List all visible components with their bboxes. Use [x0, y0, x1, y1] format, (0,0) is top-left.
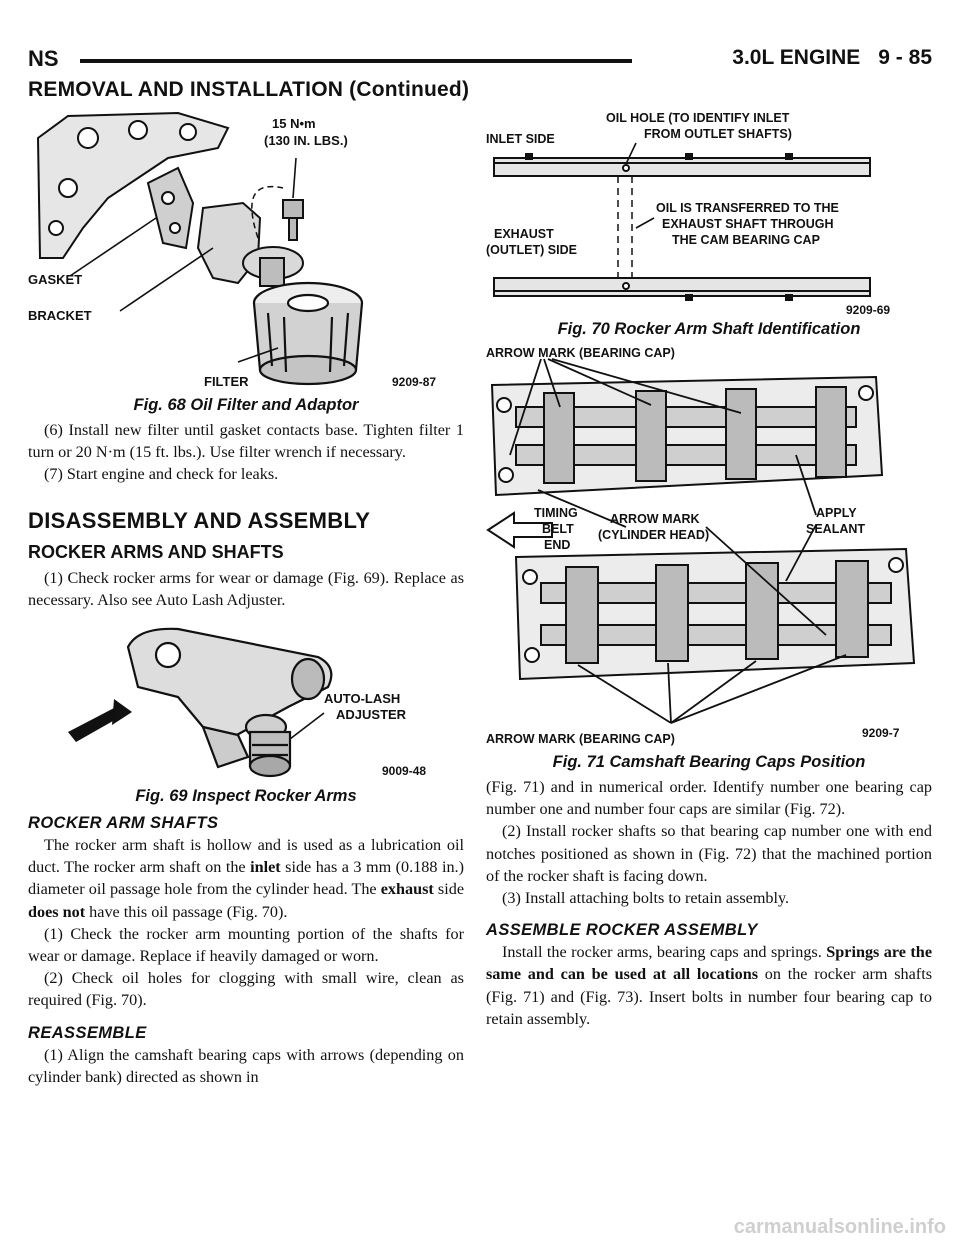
step-7-text: (7) Start engine and check for leaks. [44, 465, 279, 484]
fig71-sealant-label: SEALANT [806, 522, 866, 536]
fig71-end-label: END [544, 538, 571, 552]
figure-68 [28, 108, 464, 415]
figure-69 [28, 617, 464, 806]
shafts-step-2-text: (2) Check oil holes for clogging with small wire, clean as required (Fig. 70). [28, 969, 464, 1010]
reassemble-step-1-text: (1) Align the camshaft bearing caps with arrows (depending on cylinder bank) directed as shown in [28, 1045, 464, 1086]
oil-filter-illustration [28, 108, 464, 394]
section-title: REMOVAL AND INSTALLATION (Continued) [28, 78, 470, 101]
rocker-step-1-text: (1) Check rocker arms for wear or damage (Fig. 69). Replace as necessary. Also see Auto Lash Adjuster. [28, 568, 464, 609]
heading-reassemble: REASSEMBLE [28, 1023, 147, 1042]
shafts-inlet-bold: inlet [250, 858, 281, 877]
page-number: 9 - 85 [878, 46, 932, 69]
fig71-cylinder-head-label: (CYLINDER HEAD) [598, 528, 710, 542]
engine-title: 3.0L ENGINE [732, 46, 861, 69]
page-header [28, 46, 932, 76]
fig69-caption: Fig. 69 Inspect Rocker Arms [135, 787, 357, 806]
fig70-exhaust-label: EXHAUST [494, 227, 554, 241]
heading-assemble-rocker: ASSEMBLE ROCKER ASSEMBLY [486, 921, 758, 940]
fig70-inlet-label: INLET SIDE [486, 132, 555, 146]
right-column [486, 108, 932, 1030]
rocker-shaft-illustration [486, 108, 932, 318]
shafts-exhaust-bold: exhaust [380, 880, 434, 899]
header-right [732, 46, 932, 70]
assemble-paragraph [486, 941, 932, 1030]
fig69-auto-lash-label: AUTO-LASH [324, 691, 401, 707]
fig70-transfer-label-2: EXHAUST SHAFT THROUGH [662, 217, 834, 231]
left-column [28, 108, 464, 1088]
section-code: NS [28, 46, 59, 71]
heading-rocker-arms: ROCKER ARMS AND SHAFTS [28, 541, 284, 562]
fig70-caption: Fig. 70 Rocker Arm Shaft Identification [557, 320, 861, 338]
fig71-belt-label: BELT [542, 522, 574, 536]
fig71-code: 9209-7 [862, 726, 900, 740]
reassemble-continued-text: (Fig. 71) and in numerical order. Identify number one bearing cap number one and number four caps are similar (Fig. 72). [486, 778, 932, 819]
rocker-arm-illustration [28, 617, 464, 785]
fig68-gasket-label: GASKET [28, 272, 83, 287]
figure-70 [486, 108, 932, 339]
header-rule [80, 59, 632, 63]
step-6-text: (6) Install new filter until gasket contacts base. Tighten filter 1 turn or 20 N·m (15 ft. lbs.). Use filter wrench if necessary. [28, 421, 464, 462]
shafts-text-b: side has a 3 mm (0.188 in.) diameter oil passage hole from the cylinder head. The [28, 858, 464, 899]
reassemble-step-2-text: (2) Install rocker shafts so that bearing cap number one with end notches positioned as shown in (Fig. 72) that the machined portion of the rocker shaft is facing down. [486, 822, 932, 885]
fig68-caption: Fig. 68 Oil Filter and Adaptor [133, 396, 359, 414]
watermark: carmanualsonline.info [733, 1216, 946, 1238]
fig69-adjuster-label: ADJUSTER [336, 707, 407, 723]
fig70-exhaust-label-2: (OUTLET) SIDE [486, 243, 577, 257]
fig70-transfer-label: OIL IS TRANSFERRED TO THE [656, 201, 839, 215]
fig68-code: 9209-87 [392, 375, 437, 389]
assemble-text-b: on the rocker arm shafts (Fig. 71) and (Fig. 73). Insert bolts in number four bearing cap to retain assembly. [486, 965, 932, 1028]
fig68-filter-label: FILTER [204, 374, 249, 389]
heading-disassembly: DISASSEMBLY AND ASSEMBLY [28, 507, 371, 533]
shafts-step-1-text: (1) Check the rocker arm mounting portion of the shafts for wear or damage. Replace if heavily damaged or worn. [28, 924, 464, 966]
bearing-caps-illustration [486, 345, 932, 751]
assemble-bold-text: Springs are the same and can be used at all locations [486, 943, 932, 984]
fig68-torque-label-2: (130 IN. LBS.) [264, 133, 348, 148]
fig71-arrow-mark-bottom: ARROW MARK (BEARING CAP) [486, 732, 675, 746]
fig71-caption: Fig. 71 Camshaft Bearing Caps Position [552, 753, 866, 771]
fig70-oil-hole-label: OIL HOLE (TO IDENTIFY INLET [606, 111, 790, 125]
assemble-text-a: Install the rocker arms, bearing caps and springs. [502, 943, 827, 962]
shafts-doesnot-bold: does not [28, 902, 86, 921]
fig70-transfer-label-3: THE CAM BEARING CAP [672, 233, 820, 247]
fig71-arrow-mark-head: ARROW MARK [610, 512, 700, 526]
fig69-code: 9009-48 [382, 764, 427, 779]
fig71-timing-label: TIMING [534, 506, 578, 520]
fig70-oil-hole-label-2: FROM OUTLET SHAFTS) [644, 127, 792, 141]
shafts-text-c: side [433, 880, 465, 899]
reassemble-step-3-text: (3) Install attaching bolts to retain assembly. [502, 889, 790, 908]
heading-rocker-shafts: ROCKER ARM SHAFTS [28, 814, 219, 833]
shafts-text-a: The rocker arm shaft is hollow and is used as a lubrication oil duct. The rocker arm shaft on the [28, 836, 464, 877]
rocker-shafts-paragraph [28, 834, 464, 923]
fig68-bracket-label: BRACKET [28, 308, 92, 323]
fig70-code: 9209-69 [846, 303, 891, 317]
fig71-arrow-mark-top: ARROW MARK (BEARING CAP) [486, 346, 675, 360]
fig68-torque-label: 15 N•m [272, 116, 316, 131]
figure-71 [486, 345, 932, 772]
fig71-apply-label: APPLY [816, 506, 857, 520]
shafts-text-d: have this oil passage (Fig. 70). [85, 902, 288, 921]
